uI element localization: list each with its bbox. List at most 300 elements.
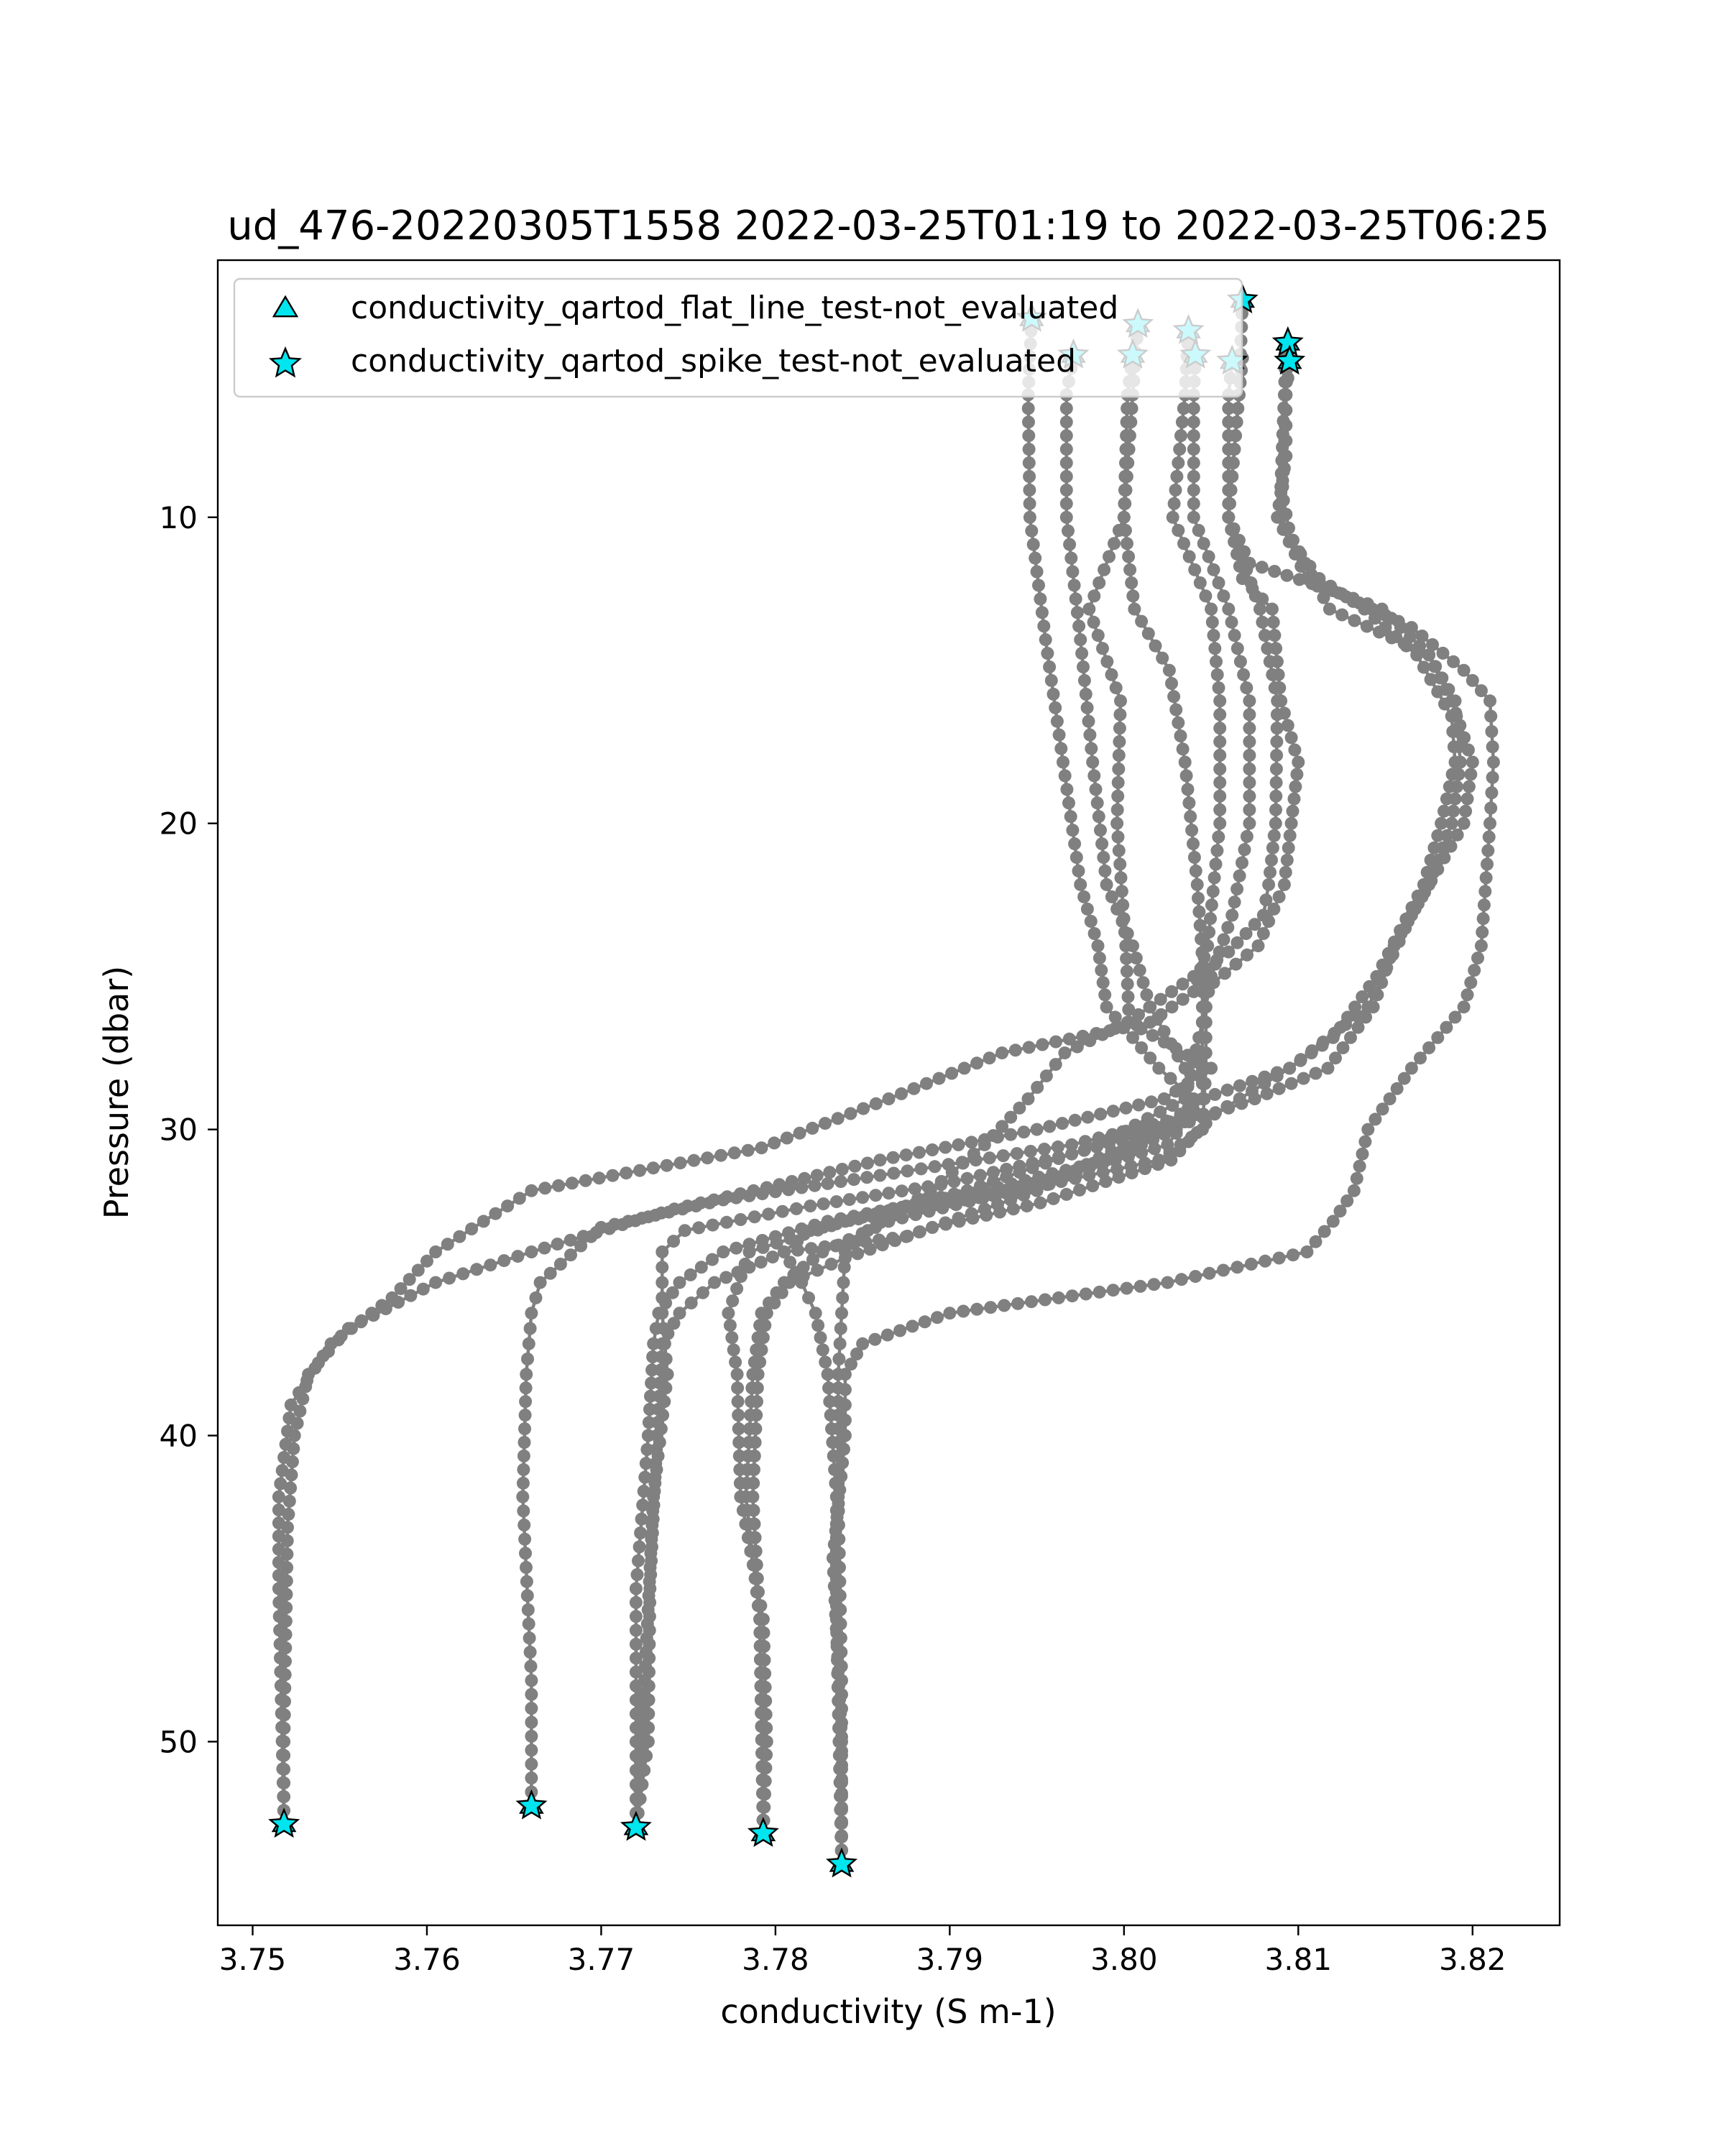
profile-point [272,1596,285,1609]
profile-point [667,1235,680,1248]
profile-point [829,1608,842,1621]
profile-point [281,1424,294,1437]
profile-point [1223,497,1236,510]
profile-point [883,1215,896,1227]
profile-point [1443,780,1456,793]
profile-point [1177,537,1190,550]
profile-point [1353,1160,1366,1173]
profile-point [1060,456,1073,469]
profile-point [830,1622,843,1635]
profile-point [1258,1077,1271,1090]
profile-point [1385,612,1398,625]
profile-point [1166,1000,1179,1013]
profile-point [1113,722,1126,734]
profile-point [1243,749,1256,762]
profile-point [1461,793,1474,806]
profile-point [790,1202,803,1215]
profile-point [1202,550,1215,563]
profile-point [1182,783,1195,796]
profile-point [538,1242,551,1255]
profile-point [1146,1029,1159,1042]
profile-point [719,1271,732,1284]
x-tick-label: 3.80 [1090,1942,1158,1977]
profile-point [1206,616,1219,629]
profile-point [552,1179,565,1192]
x-axis-label: conductivity (S m-1) [720,1992,1057,2031]
profile-point [1208,871,1221,884]
profile-point [768,1136,781,1149]
profile-point [1266,842,1279,854]
profile-point [1132,1099,1145,1112]
profile-point [534,1276,547,1289]
profile-point [1243,803,1256,816]
profile-point [308,1362,321,1375]
profile-point [272,1530,285,1543]
profile-point [1210,844,1223,857]
profile-point [656,1276,668,1289]
profile-point [1266,603,1279,616]
profile-point [1459,805,1472,818]
profile-point [1272,668,1285,681]
profile-point [1121,965,1133,978]
profile-point [1276,441,1289,453]
profile-point [272,1569,285,1582]
profile-point [1135,615,1148,628]
profile-point [1064,810,1077,823]
profile-point [1094,1107,1107,1120]
profile-point [1149,640,1162,653]
profile-point [1115,871,1128,884]
y-tick-label: 40 [159,1418,198,1454]
profile-point [1060,1188,1073,1201]
profile-point [1060,470,1073,483]
x-tick-label: 3.82 [1439,1942,1506,1977]
profile-point [836,1291,849,1304]
profile-point [998,1299,1011,1312]
profile-point [1113,749,1126,762]
profile-point [856,1211,869,1224]
profile-point [1294,1053,1307,1066]
profile-point [1121,1282,1133,1295]
profile-point [743,1261,756,1273]
profile-point [909,1208,922,1221]
profile-point [1328,1027,1341,1040]
profile-point [870,1097,883,1110]
profile-point [1484,710,1497,723]
profile-point [1118,926,1131,939]
profile-point [811,1319,824,1332]
profile-point [933,1072,946,1085]
profile-point [525,1716,538,1729]
profile-point [642,1210,655,1223]
profile-point [1083,1034,1096,1047]
profile-point [674,1156,687,1169]
profile-point [1425,875,1438,888]
profile-point [1031,1081,1044,1094]
profile-point [513,1192,526,1204]
profile-point [920,1077,933,1090]
profile-point [1120,443,1133,456]
profile-point [1199,962,1212,975]
profile-point [630,1610,643,1623]
profile-point [1066,1289,1079,1302]
profile-point [1093,952,1106,964]
profile-point [798,1172,811,1185]
profile-point [837,1443,850,1456]
profile-point [1107,1284,1120,1296]
profile-point [1245,1258,1258,1271]
legend [234,279,1242,397]
profile-point [1090,1141,1103,1153]
profile-point [1285,731,1298,744]
profile-point [1154,1008,1167,1021]
profile-point [523,1618,535,1631]
profile-point [963,1195,976,1208]
profile-point [1137,976,1150,989]
profile-point [1300,1245,1313,1258]
profile-point [1282,842,1295,854]
profile-point [511,1250,524,1263]
profile-point [275,1680,288,1692]
profile-point [755,1720,768,1733]
profile-point [1464,768,1477,781]
profile-point [1351,1172,1363,1185]
profile-point [1462,744,1475,757]
profile-point [1060,497,1073,510]
profile-point [1024,497,1036,510]
profile-point [1098,563,1110,576]
profile-point [1256,561,1269,573]
profile-point [274,1478,287,1491]
profile-point [984,1301,997,1314]
profile-point [1176,415,1189,428]
profile-point [1228,443,1241,456]
profile-point [1110,817,1123,830]
profile-point [1393,935,1406,948]
profile-point [456,1267,469,1280]
profile-point [660,1353,673,1365]
profile-point [993,1206,1006,1219]
profile-point [1145,1095,1158,1108]
profile-point [1064,552,1077,565]
profile-point [1184,810,1197,823]
profile-point [1011,1147,1024,1160]
profile-point [1481,844,1494,857]
profile-point [525,1660,538,1673]
profile-point [1231,642,1244,655]
profile-point [1243,776,1256,789]
profile-point [1169,484,1182,497]
profile-point [848,1160,861,1173]
profile-point [525,1758,538,1771]
profile-point [1486,740,1499,753]
profile-point [958,1061,971,1074]
profile-point [913,1146,926,1159]
profile-point [1240,681,1253,694]
profile-point [518,1436,531,1449]
profile-point [1278,878,1291,891]
profile-point [1259,1255,1271,1268]
profile-point [1213,722,1226,734]
profile-point [1192,906,1205,918]
profile-point [1283,1061,1296,1074]
profile-point [839,1383,852,1396]
profile-point [272,1516,285,1529]
profile-point [1281,569,1294,582]
profile-point [750,1395,763,1408]
profile-point [441,1238,454,1250]
profile-point [921,1180,934,1193]
profile-point [753,1626,766,1639]
profile-point [1281,854,1294,867]
profile-point [1273,1252,1286,1265]
profile-point [1113,858,1126,871]
profile-point [1374,975,1387,987]
profile-point [1213,708,1226,721]
profile-point [1009,1044,1022,1056]
profile-point [1190,865,1202,877]
profile-point [1287,1248,1300,1261]
profile-point [276,1464,289,1477]
profile-point [1175,1273,1188,1286]
profile-point [754,1667,767,1680]
profile-point [1095,964,1108,977]
profile-point [755,1707,768,1720]
profile-point [1405,909,1418,922]
profile-point [914,1225,926,1238]
profile-point [518,1533,531,1546]
profile-point [756,1787,769,1800]
profile-point [1167,690,1180,703]
profile-point [1217,1264,1230,1277]
profile-point [1179,756,1192,769]
profile-point [282,1411,295,1424]
profile-point [1458,664,1471,677]
profile-point [650,1463,663,1476]
profile-point [1080,688,1092,701]
profile-point [1128,603,1141,616]
profile-point [860,1171,873,1184]
profile-point [748,1450,761,1462]
profile-point [1448,740,1460,753]
profile-point [523,1631,536,1644]
profile-point [274,1665,287,1678]
profile-point [1022,415,1035,428]
profile-point [1458,731,1471,744]
profile-point [752,1585,765,1598]
profile-point [1174,1107,1187,1120]
profile-point [1304,560,1317,573]
profile-point [1072,619,1085,632]
profile-point [1100,1000,1113,1013]
profile-point [809,1307,822,1319]
profile-point [901,1164,914,1177]
profile-point [1082,603,1095,616]
profile-point [1284,829,1297,842]
profile-point [1135,1041,1148,1054]
profile-point [1113,735,1126,748]
profile-point [1277,402,1290,415]
profile-point [896,1212,908,1225]
profile-point [630,1583,643,1595]
profile-point [900,1148,913,1161]
profile-point [1126,1166,1138,1179]
profile-point [1276,428,1289,441]
y-tick-label: 30 [159,1112,198,1148]
profile-point [732,1409,745,1422]
profile-point [1189,1270,1202,1283]
profile-point [1356,1148,1369,1161]
profile-point [743,1245,756,1258]
profile-point [1475,684,1488,697]
profile-point [1478,885,1491,898]
profile-point [1230,958,1243,971]
profile-point [1158,1036,1171,1049]
profile-point [275,1693,288,1706]
profile-point [755,1256,768,1268]
profile-point [325,1337,338,1350]
profile-point [1119,524,1132,537]
profile-point [1066,566,1079,579]
profile-point [1294,548,1307,561]
profile-point [757,1241,770,1254]
profile-point [1082,715,1095,728]
profile-point [839,1429,852,1442]
profile-point [1122,990,1135,1003]
profile-point [1233,870,1246,883]
profile-point [1134,1280,1147,1293]
profile-point [1095,837,1108,850]
profile-point [1023,443,1036,456]
legend-label-spike: conductivity_qartod_spike_test-not_evaluated [351,343,1077,379]
profile-point [1404,630,1417,643]
profile-point [1174,429,1187,442]
profile-point [1269,790,1282,803]
profile-point [1399,922,1412,935]
profile-point [1269,803,1282,816]
profile-point [836,1456,849,1469]
profile-point [277,1790,290,1803]
profile-point [957,1157,970,1170]
profile-point [832,1679,845,1692]
profile-point [926,1221,939,1234]
profile-point [755,1343,768,1356]
profile-point [272,1543,285,1556]
profile-point [1447,655,1460,668]
profile-point [1099,1175,1112,1188]
profile-point [887,1167,900,1180]
profile-point [936,1202,949,1215]
profile-point [1098,988,1111,1001]
profile-point [816,1343,829,1356]
profile-point [1138,1162,1151,1175]
profile-point [1107,1105,1120,1118]
profile-point [893,1325,906,1337]
profile-point [832,1239,845,1252]
profile-point [823,1166,836,1179]
profile-point [1435,817,1448,830]
profile-point [1049,1036,1062,1049]
profile-point [1112,776,1125,789]
profile-point [685,1296,698,1309]
profile-point [1187,443,1200,456]
profile-point [1118,497,1131,510]
profile-point [544,1267,557,1280]
profile-point [1318,581,1331,594]
profile-point [851,1247,864,1260]
profile-point [1103,550,1116,563]
profile-point [1285,535,1298,548]
profile-point [1271,1069,1284,1082]
profile-point [1231,402,1244,415]
profile-point [525,1743,538,1756]
profile-point [1164,1072,1177,1085]
profile-point [746,1491,759,1503]
profile-point [1060,511,1073,524]
profile-point [1222,511,1235,524]
profile-point [896,1184,908,1197]
profile-point [1034,1197,1046,1210]
profile-point [1208,976,1220,989]
profile-point [1021,1199,1034,1212]
profile-point [953,1215,966,1227]
profile-point [696,1286,709,1299]
profile-point [1154,993,1167,1006]
profile-point [834,1175,847,1188]
profile-point [835,1307,848,1319]
profile-point [477,1215,490,1227]
profile-point [631,1795,644,1807]
profile-point [1256,592,1269,605]
profile-point [997,1149,1010,1162]
profile-point [864,1243,877,1256]
profile-point [658,1395,671,1408]
profile-point [1310,1235,1322,1248]
profile-point [701,1151,714,1164]
profile-point [749,1422,762,1435]
profile-point [1327,1215,1340,1227]
profile-point [732,1395,745,1408]
profile-point [1182,796,1195,809]
profile-point [747,1477,760,1490]
profile-point [835,1749,848,1761]
profile-point [1040,1069,1053,1082]
profile-point [1151,1158,1164,1171]
profile-point [1208,629,1220,642]
profile-point [525,1730,538,1743]
profile-point [1458,1000,1471,1013]
profile-point [895,1087,908,1100]
profile-point [1451,829,1464,842]
profile-point [1116,885,1128,898]
profile-point [749,1531,762,1544]
profile-point [817,1221,830,1234]
profile-point [643,1575,656,1588]
profile-point [1112,831,1125,844]
profile-point [657,1322,670,1335]
profile-point [1274,480,1287,493]
profile-point [730,1282,743,1295]
profile-point [1057,756,1070,769]
profile-point [1348,614,1361,627]
profile-point [1197,537,1210,550]
profile-point [429,1276,442,1289]
profile-point [1287,805,1300,818]
profile-point [1243,722,1256,734]
profile-point [876,1238,889,1251]
profile-point [835,1735,848,1748]
profile-point [1043,660,1056,673]
